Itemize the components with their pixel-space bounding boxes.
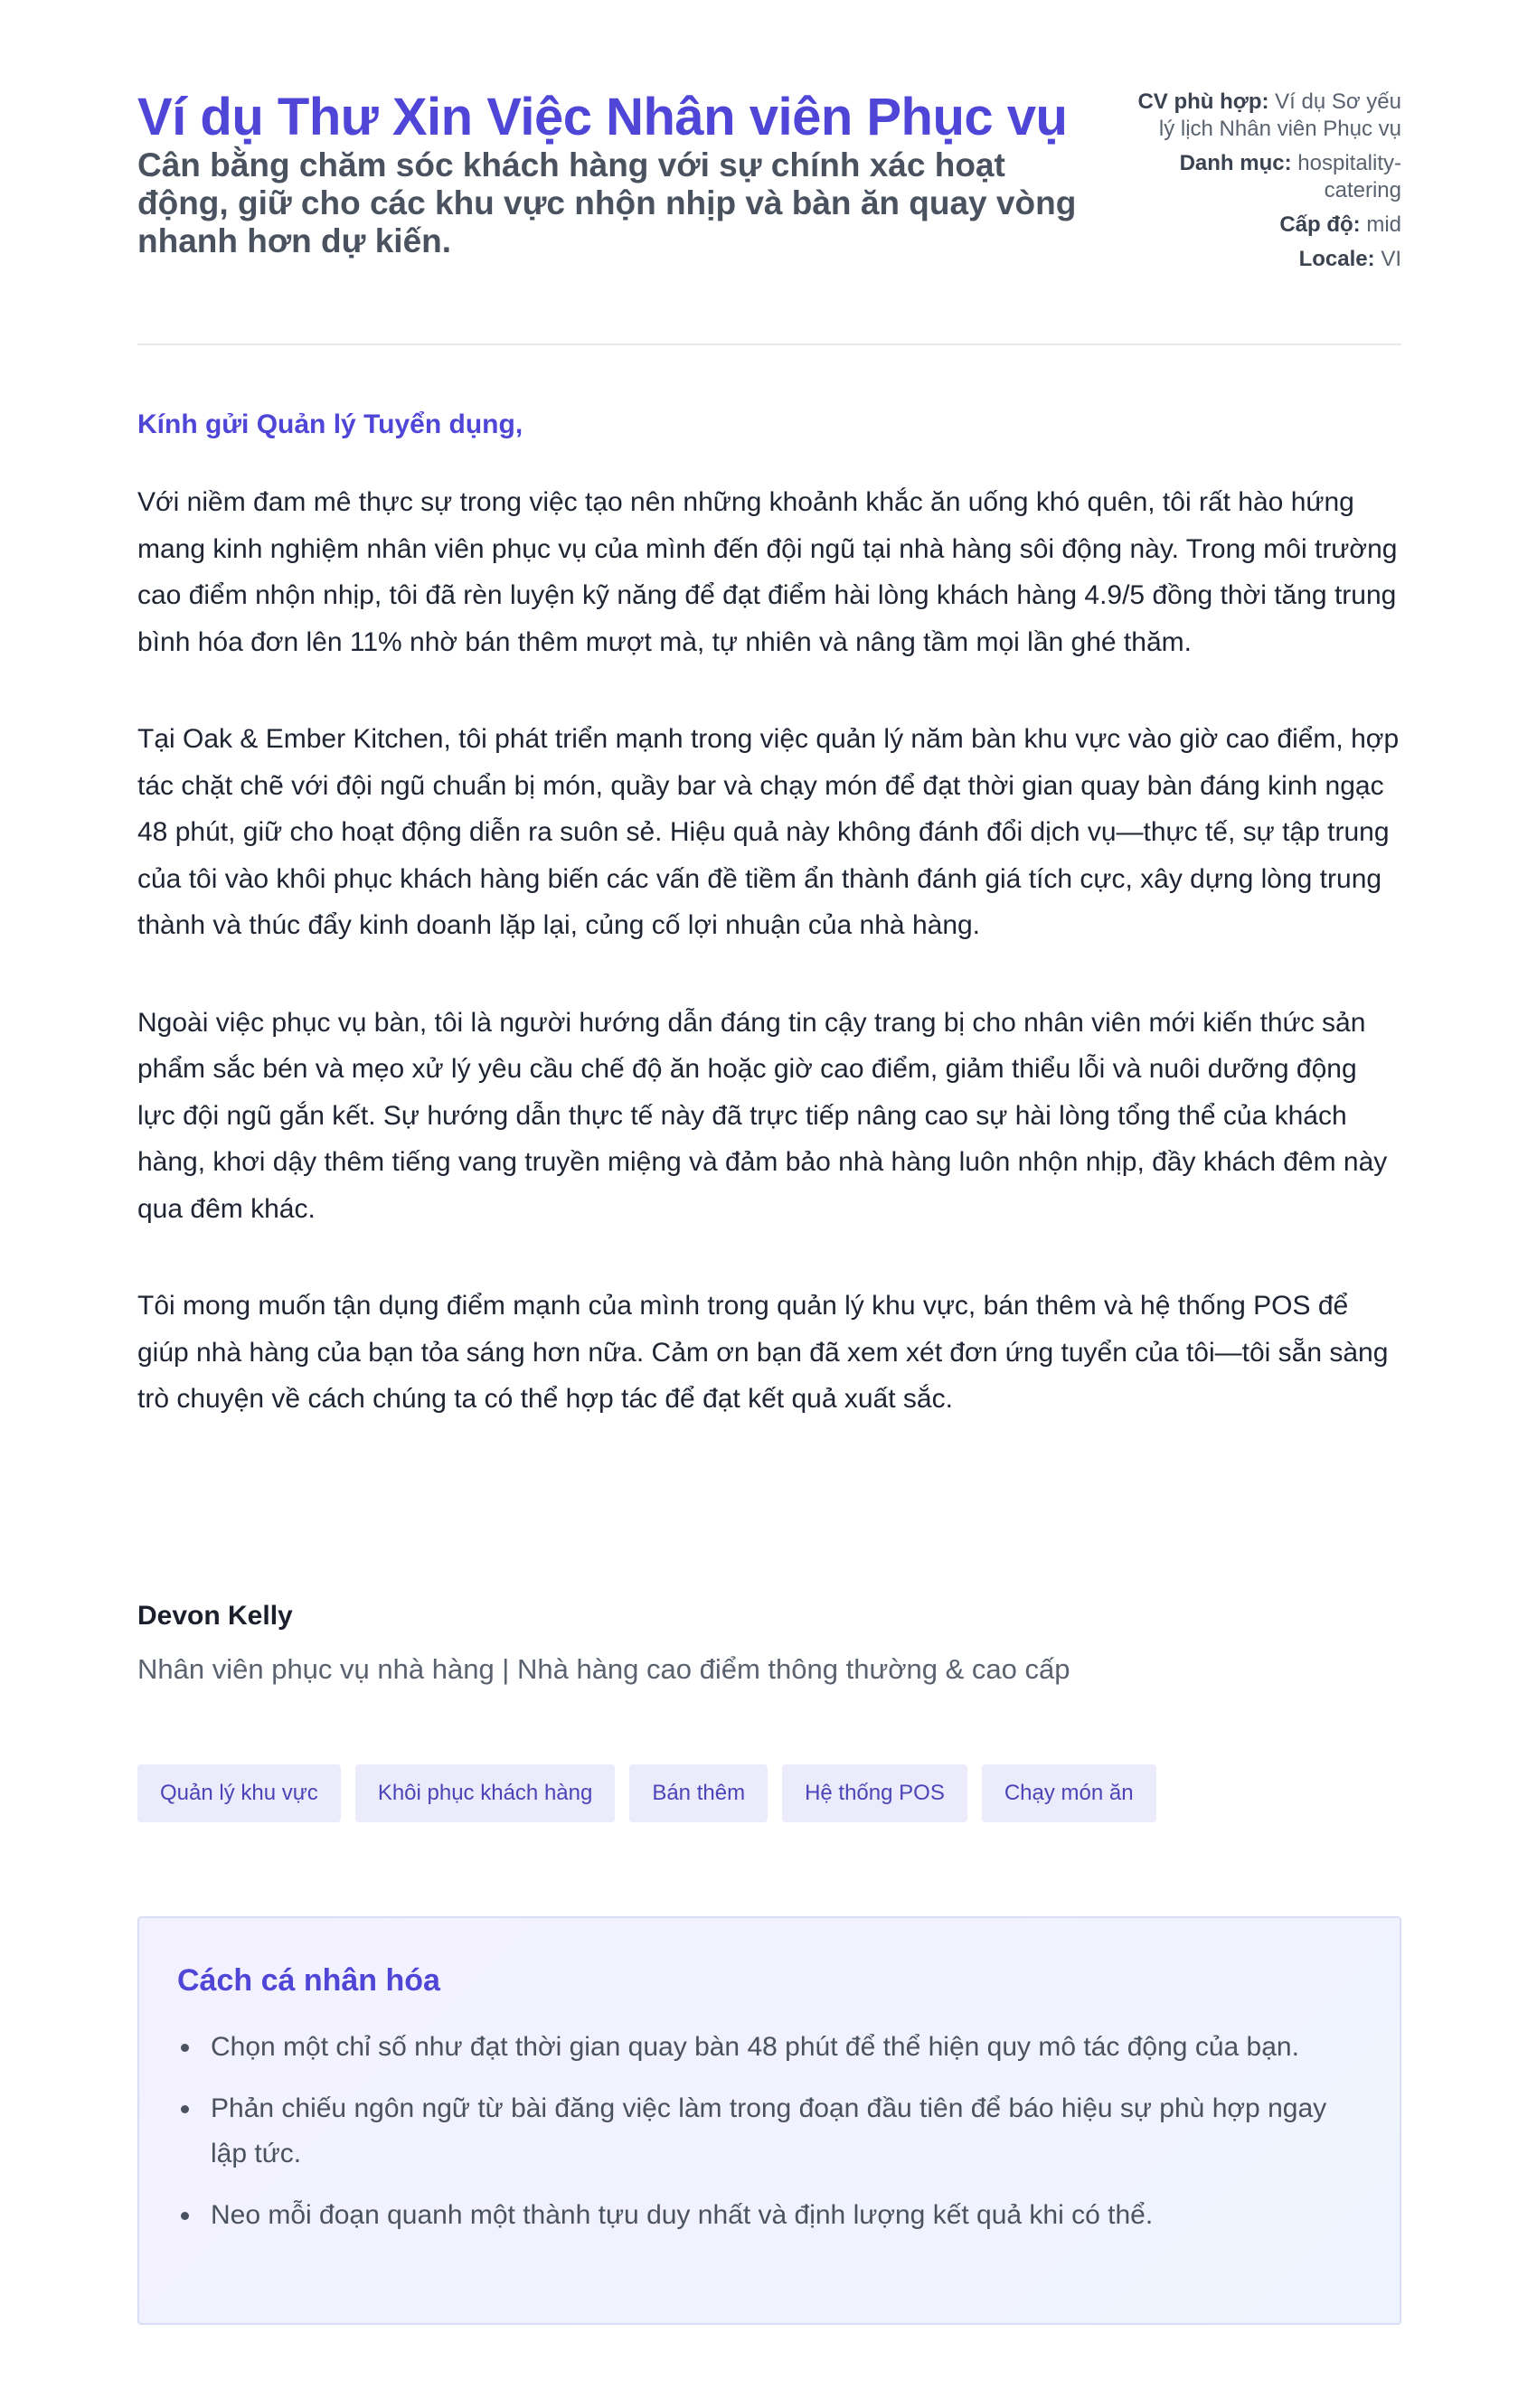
page-subtitle: Cân bằng chăm sóc khách hàng với sự chính xác hoạt động, giữ cho các khu vực nhộn nhịp và bàn ăn quay vòng nhanh hơn dự kiến. <box>137 146 1077 259</box>
tip-item: Neo mỗi đoạn quanh một thành tựu duy nhất và định lượng kết quả khi có thể. <box>177 2193 1344 2238</box>
meta-cv <box>1130 89 1401 143</box>
page-title: Ví dụ Thư Xin Việc Nhân viên Phục vụ <box>137 88 1068 146</box>
skill-tag: Bán thêm <box>629 1764 768 1822</box>
signature-name: Devon Kelly <box>137 1601 293 1631</box>
meta-cv-value: Ví dụ Sơ yếu lý lịch Nhân viên Phục vụ <box>1158 89 1401 141</box>
meta-level <box>1130 212 1401 239</box>
tips-title: Cách cá nhân hóa <box>177 1963 440 1998</box>
meta-cv-label: CV phù hợp: <box>1137 89 1269 114</box>
page-header <box>137 0 1401 345</box>
meta-locale <box>1130 246 1401 273</box>
letter-paragraph: Tôi mong muốn tận dụng điểm mạnh của mình trong quản lý khu vực, bán thêm và hệ thống POS để giúp nhà hàng của bạn tỏa sáng hơn nữa. Cảm ơn bạn đã xem xét đơn ứng tuyển của tôi—tôi sẵn sàng trò chuyện về cách chúng ta có thể hợp tác để đạt kết quả xuất sắc. <box>137 1291 1389 1414</box>
document-page <box>137 0 1401 2230</box>
meta-locale-value: VI <box>1381 247 1401 271</box>
skill-tags <box>137 1764 1156 1822</box>
skill-tag: Quản lý khu vực <box>137 1764 341 1822</box>
tips-list <box>177 2025 1344 2254</box>
meta-category-label: Danh mục: <box>1179 151 1292 175</box>
meta-category-value: hospitality-catering <box>1297 151 1401 202</box>
meta-panel <box>1130 89 1401 280</box>
letter-body <box>137 479 1401 1473</box>
meta-locale-label: Locale: <box>1298 247 1375 271</box>
skill-tag: Chạy món ăn <box>982 1764 1156 1822</box>
signature-title: Nhân viên phục vụ nhà hàng | Nhà hàng cao điểm thông thường & cao cấp <box>137 1653 1070 1685</box>
letter-paragraph: Tại Oak & Ember Kitchen, tôi phát triển mạnh trong việc quản lý năm bàn khu vực vào giờ cao điểm, hợp tác chặt chẽ với đội ngũ chuẩn bị món, quầy bar và chạy món để đạt thời gian quay bàn đáng kinh ngạc 48 phút, giữ cho hoạt động diễn ra suôn sẻ. Hiệu quả này không đánh đổi dịch vụ—thực tế, sự tập trung của tôi vào khôi phục khách hàng biến các vấn đề tiềm ẩn thành đánh giá tích cực, xây dựng lòng trung thành và thúc đẩy kinh doanh lặp lại, củng cố lợi nhuận của nhà hàng. <box>137 724 1400 940</box>
tip-item: Phản chiếu ngôn ngữ từ bài đăng việc làm trong đoạn đầu tiên để báo hiệu sự phù hợp ngay lập tức. <box>177 2086 1344 2177</box>
meta-level-value: mid <box>1366 212 1401 237</box>
letter-paragraph: Ngoài việc phục vụ bàn, tôi là người hướng dẫn đáng tin cậy trang bị cho nhân viên mới kiến thức sản phẩm sắc bén và mẹo xử lý yêu cầu chế độ ăn hoặc giờ cao điểm, giảm thiểu lỗi và nuôi dưỡng động lực đội ngũ gắn kết. Sự hướng dẫn thực tế này đã trực tiếp nâng cao sự hài lòng tổng thể của khách hàng, khơi dậy thêm tiếng vang truyền miệng và đảm bảo nhà hàng luôn nhộn nhịp, đầy khách đêm này qua đêm khác. <box>137 1007 1388 1224</box>
letter-salutation: Kính gửi Quản lý Tuyển dụng, <box>137 409 523 439</box>
meta-level-label: Cấp độ: <box>1279 212 1361 237</box>
letter-paragraph: Với niềm đam mê thực sự trong việc tạo nên những khoảnh khắc ăn uống khó quên, tôi rất hào hứng mang kinh nghiệm nhân viên phục vụ của mình đến đội ngũ tại nhà hàng sôi động này. Trong môi trường cao điểm nhộn nhịp, tôi đã rèn luyện kỹ năng để đạt điểm hài lòng khách hàng 4.9/5 đồng thời tăng trung bình hóa đơn lên 11% nhờ bán thêm mượt mà, tự nhiên và nâng tầm mọi lần ghé thăm. <box>137 487 1398 657</box>
meta-category <box>1130 150 1401 204</box>
personalization-tips-box <box>137 1916 1401 2325</box>
skill-tag: Khôi phục khách hàng <box>355 1764 616 1822</box>
tip-item: Chọn một chỉ số như đạt thời gian quay bàn 48 phút để thể hiện quy mô tác động của bạn. <box>177 2025 1344 2070</box>
skill-tag: Hệ thống POS <box>782 1764 967 1822</box>
